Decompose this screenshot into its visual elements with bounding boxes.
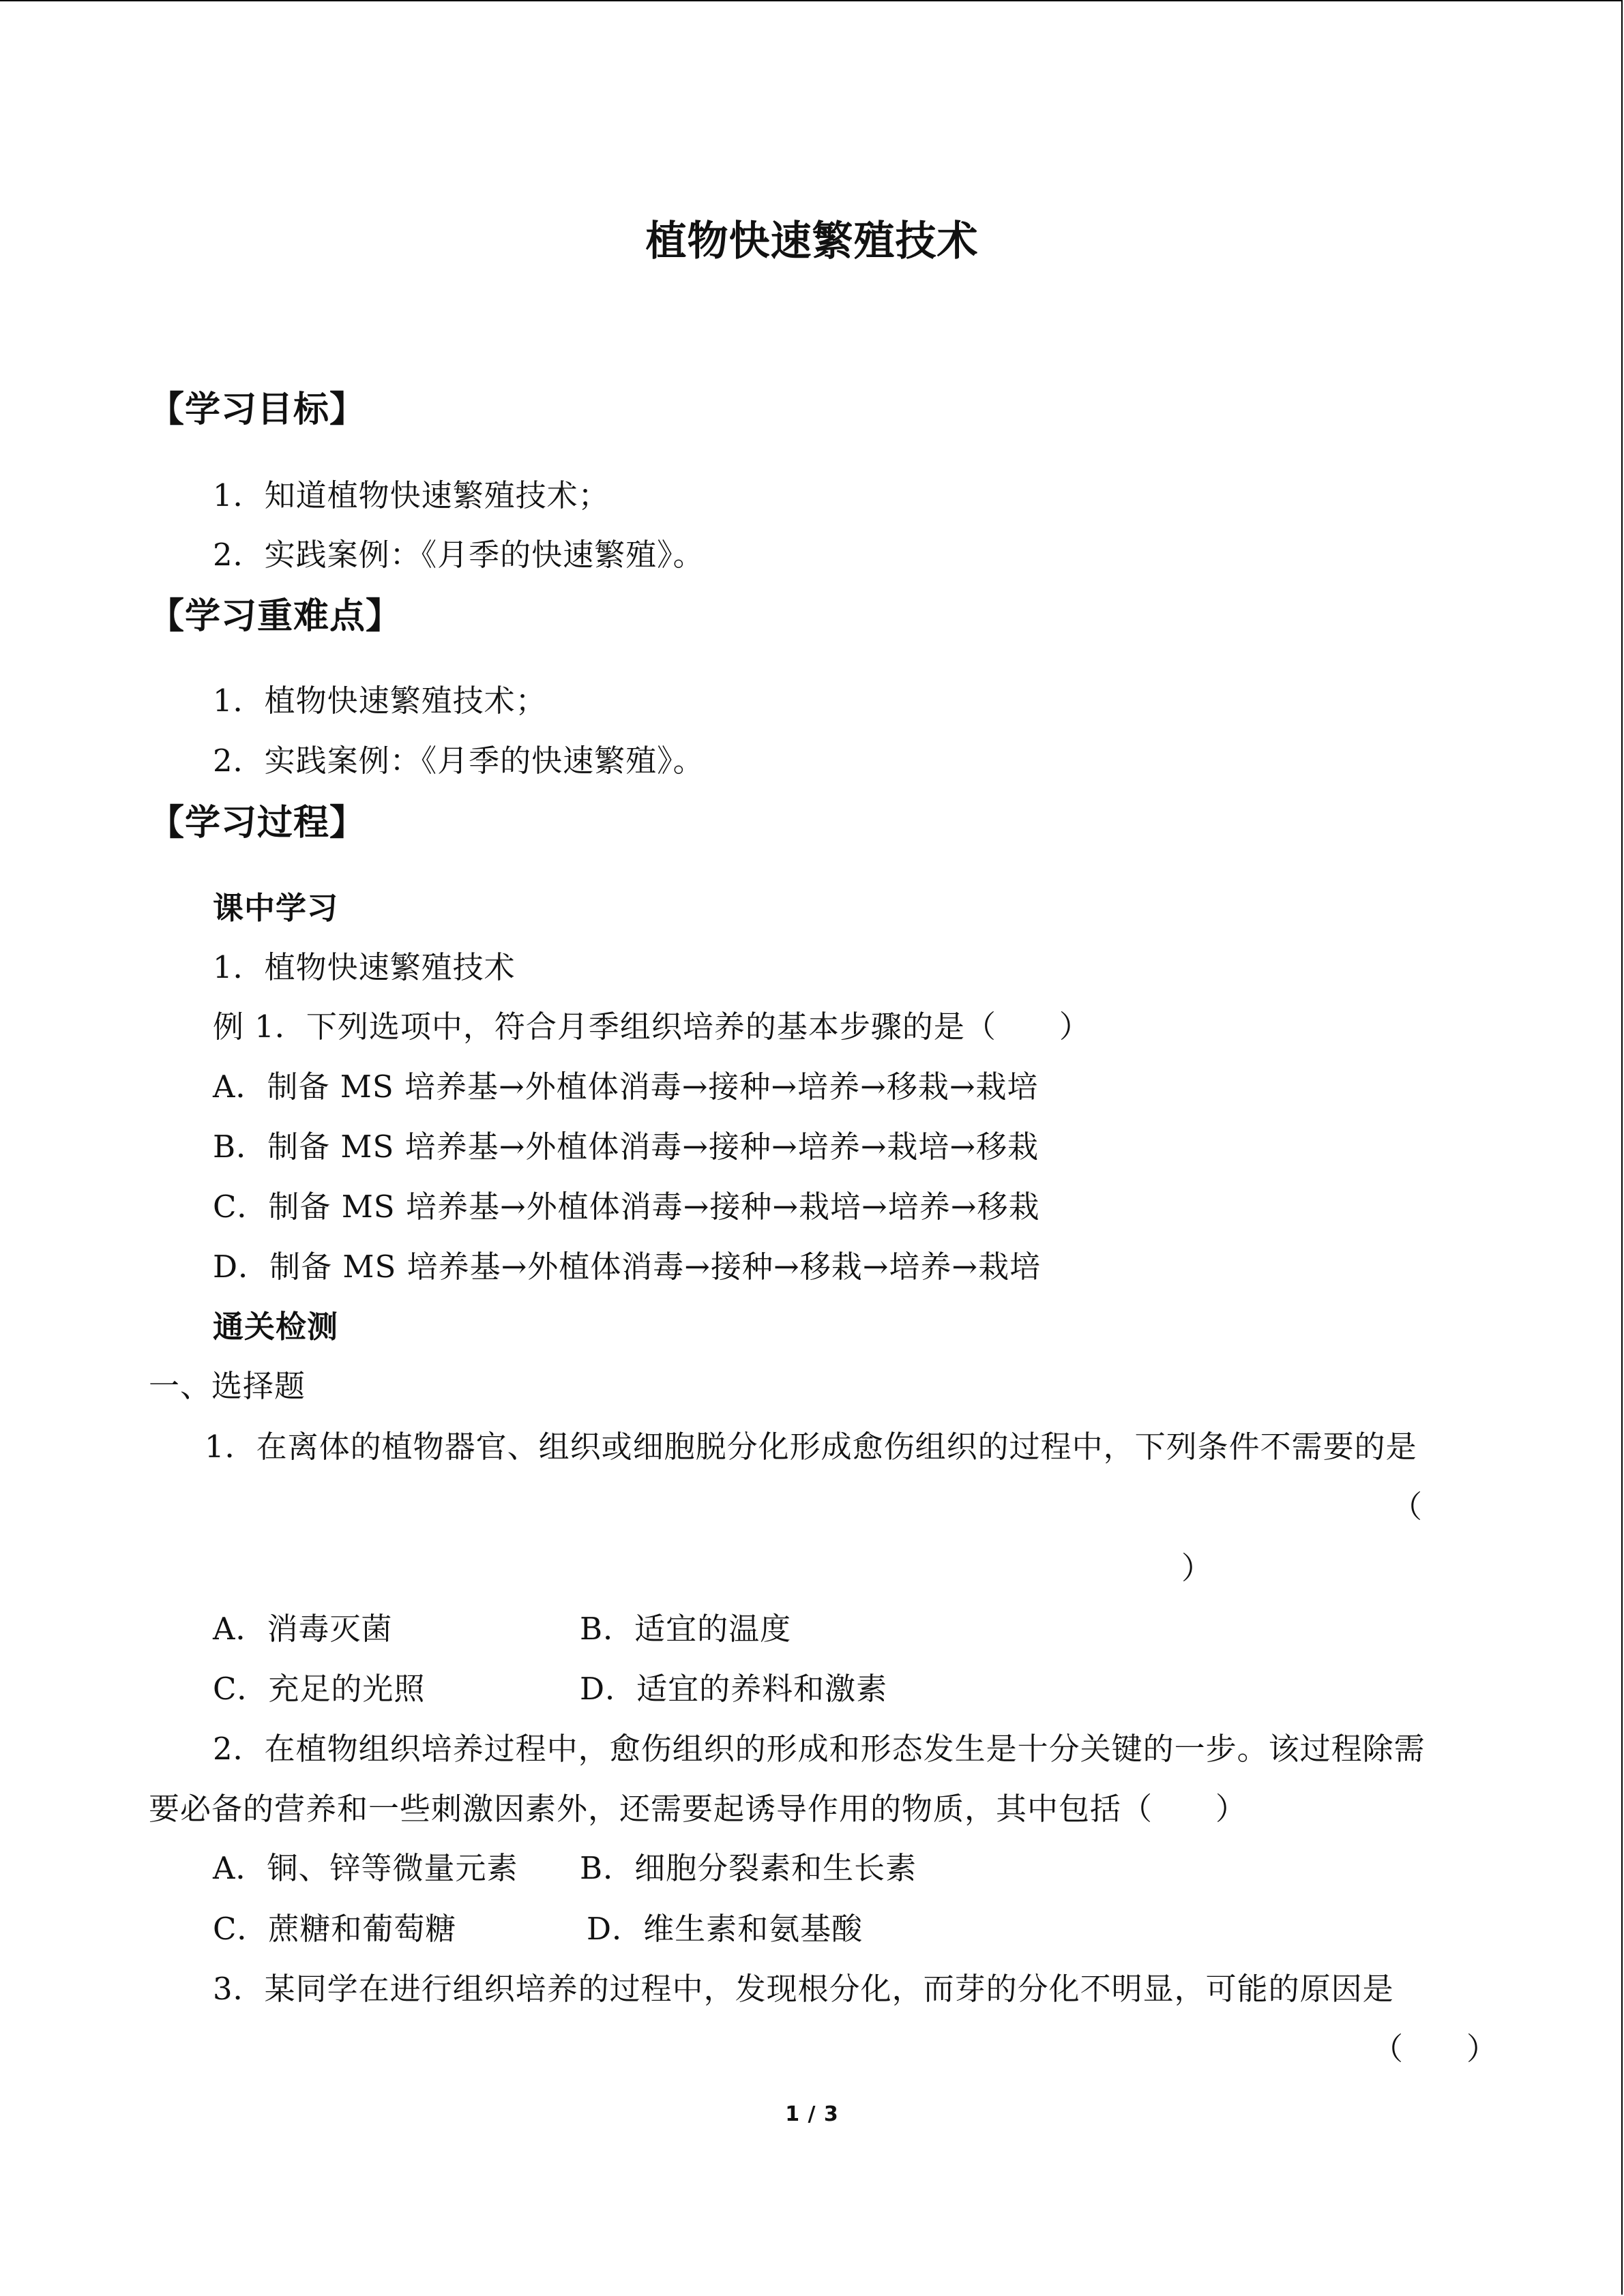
topic-line: 1．植物快速繁殖技术: [213, 949, 516, 985]
page-number: 1 / 3: [785, 2102, 839, 2126]
key-points-heading: 【学习重难点】: [149, 596, 402, 637]
q2-option-d: D．维生素和氨基酸: [587, 1911, 863, 1947]
q2-stem-line1: 2．在植物组织培养过程中，愈伤组织的形成和形态发生是十分关键的一步。该过程除需: [213, 1731, 1426, 1767]
q1-option-c: C．充足的光照: [213, 1671, 426, 1707]
objectives-heading: 【学习目标】: [149, 389, 366, 430]
choice-section-heading: 一、选择题: [149, 1368, 306, 1404]
q2-option-b: B．细胞分裂素和生长素: [580, 1850, 917, 1886]
q1-option-d: D．适宜的养料和激素: [580, 1671, 888, 1707]
q2-option-a: A．铜、锌等微量元素: [213, 1850, 518, 1886]
q3-stem: 3．某同学在进行组织培养的过程中，发现根分化，而芽的分化不明显，可能的原因是: [213, 1971, 1394, 2007]
example-option-c: C．制备 MS 培养基→外植体消毒→接种→栽培→培养→移栽: [213, 1189, 1040, 1225]
q1-stem: 1．在离体的植物器官、组织或细胞脱分化形成愈伤组织的过程中，下列条件不需要的是: [205, 1429, 1417, 1465]
q3-paren: （ ）: [1372, 2031, 1498, 2067]
process-heading: 【学习过程】: [149, 803, 366, 844]
q1-paren-open: （: [1391, 1489, 1423, 1525]
objective-item: 1．知道植物快速繁殖技术；: [213, 477, 610, 513]
key-point-item: 2．实践案例：《月季的快速繁殖》。: [213, 743, 705, 779]
in-class-heading: 课中学习: [213, 890, 339, 926]
q1-option-a: A．消毒灭菌: [213, 1611, 393, 1647]
example-question: 例 1．下列选项中，符合月季组织培养的基本步骤的是（ ）: [213, 1009, 1091, 1045]
document-title: 植物快速繁殖技术: [645, 218, 979, 265]
q1-option-b: B．适宜的温度: [580, 1611, 792, 1647]
key-point-item: 1．植物快速繁殖技术；: [213, 683, 547, 719]
example-option-a: A．制备 MS 培养基→外植体消毒→接种→培养→移栽→栽培: [213, 1069, 1039, 1105]
q2-stem-line2: 要必备的营养和一些刺激因素外，还需要起诱导作用的物质，其中包括（ ）: [149, 1791, 1247, 1827]
example-option-b: B．制备 MS 培养基→外植体消毒→接种→培养→栽培→移栽: [213, 1129, 1039, 1165]
q2-option-c: C．蔗糖和葡萄糖: [213, 1911, 457, 1947]
check-heading: 通关检测: [213, 1309, 339, 1345]
objective-item: 2．实践案例：《月季的快速繁殖》。: [213, 537, 705, 573]
example-option-d: D．制备 MS 培养基→外植体消毒→接种→移栽→培养→栽培: [213, 1249, 1042, 1285]
q1-paren-close: ）: [1181, 1550, 1213, 1586]
